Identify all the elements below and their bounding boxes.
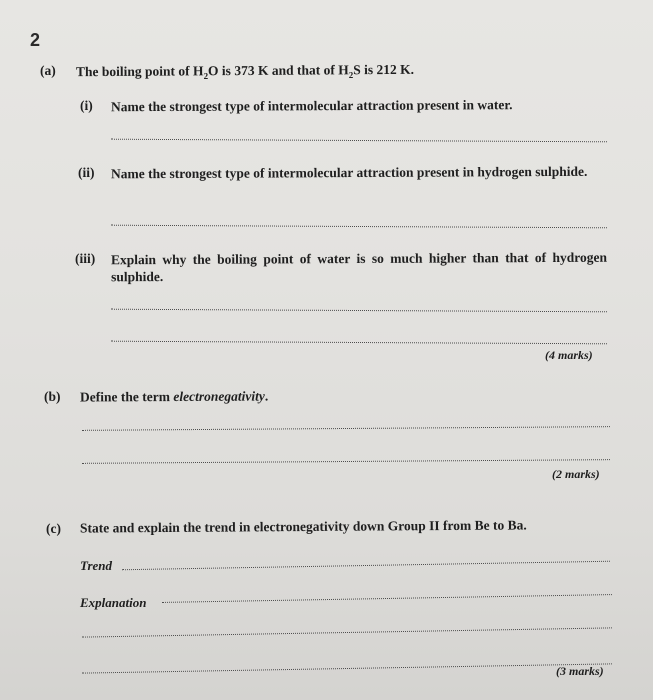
- answer-line-c-1[interactable]: [82, 627, 612, 637]
- answer-line-explanation[interactable]: [162, 594, 612, 603]
- answer-line-c-2[interactable]: [82, 663, 612, 673]
- sub-iii-label: (iii): [75, 251, 96, 266]
- sub-i-text: Name the strongest type of intermolecular attraction present in water.: [110, 97, 513, 115]
- part-c-marks: (3 marks): [556, 664, 604, 678]
- part-b-marks: (2 marks): [552, 467, 600, 481]
- sub-ii-text: Name the strongest type of intermolecular attraction present in hydrogen sulphide.: [110, 163, 588, 182]
- part-b-text: Define the term electronegativity.: [79, 388, 269, 405]
- answer-line-a-iii-2[interactable]: [111, 341, 607, 345]
- explanation-label: Explanation: [80, 595, 147, 610]
- answer-line-b-2[interactable]: [82, 459, 610, 464]
- part-a-stem: The boiling point of $H_2O$ is 373 K and that of $H_2S$ is 212 K.: [75, 61, 414, 81]
- part-c-text: State and explain the trend in electronegativity down Group II from Be to Ba.: [79, 517, 527, 536]
- part-c-label: (c): [46, 521, 61, 536]
- part-a-marks: (4 marks): [545, 348, 593, 362]
- answer-line-a-iii-1[interactable]: [111, 309, 607, 313]
- sub-i-label: (i): [80, 98, 93, 113]
- answer-line-b-1[interactable]: [82, 426, 610, 431]
- answer-line-a-i[interactable]: [111, 139, 607, 143]
- answer-line-a-ii[interactable]: [111, 225, 607, 229]
- sub-iii-text: Explain why the boiling point of water is so much higher than that of hydrogen sulphide.: [110, 249, 607, 285]
- trend-label: Trend: [80, 558, 113, 573]
- question-number: 2: [30, 30, 41, 50]
- part-b-label: (b): [44, 389, 61, 404]
- answer-line-trend[interactable]: [122, 561, 610, 571]
- sub-ii-label: (ii): [78, 165, 95, 180]
- part-a-label: (a): [40, 63, 56, 78]
